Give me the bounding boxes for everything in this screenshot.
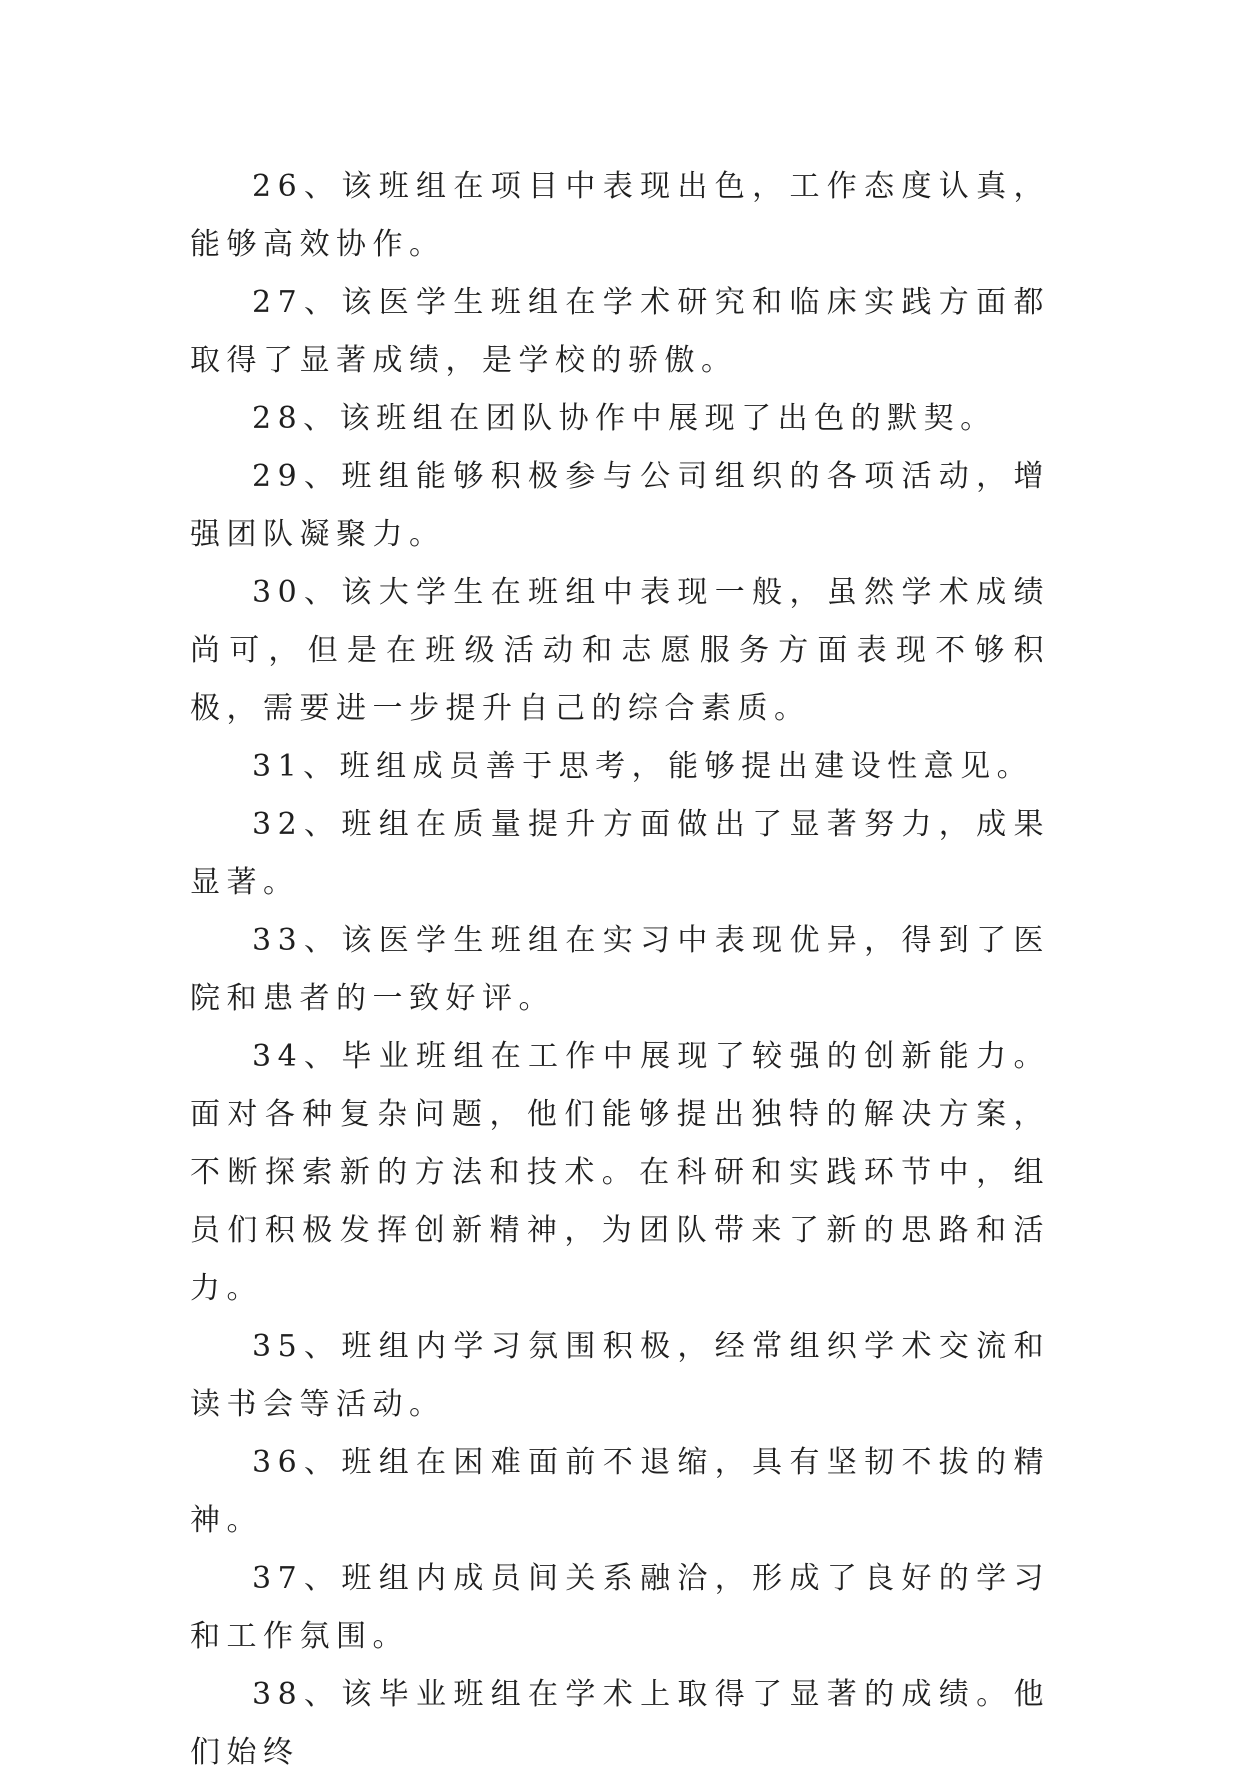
paragraph-29: 29、班组能够积极参与公司组织的各项活动，增强团队凝聚力。: [190, 459, 1050, 552]
paragraph-38: 38、该毕业班组在学术上取得了显著的成绩。他们始终: [190, 1677, 1050, 1770]
paragraph-26: 26、该班组在项目中表现出色，工作态度认真，能够高效协作。: [190, 169, 1050, 262]
paragraph-30: 30、该大学生在班组中表现一般，虽然学术成绩尚可，但是在班级活动和志愿服务方面表现不够积极，需要进一步提升自己的综合素质。: [190, 575, 1050, 726]
paragraph-31: 31、班组成员善于思考，能够提出建设性意见。: [252, 749, 1034, 784]
paragraph-35: 35、班组内学习氛围积极，经常组织学术交流和读书会等活动。: [190, 1329, 1050, 1422]
paragraph-37: 37、班组内成员间关系融洽，形成了良好的学习和工作氛围。: [190, 1561, 1050, 1654]
document-body: [190, 158, 1050, 1782]
paragraph-32: 32、班组在质量提升方面做出了显著努力，成果显著。: [190, 807, 1050, 900]
paragraph-34: 34、毕业班组在工作中展现了较强的创新能力。面对各种复杂问题，他们能够提出独特的解决方案，不断探索新的方法和技术。在科研和实践环节中，组员们积极发挥创新精神，为团队带来了新的思路和活力。: [190, 1039, 1050, 1306]
paragraph-33: 33、该医学生班组在实习中表现优异，得到了医院和患者的一致好评。: [190, 923, 1050, 1016]
paragraph-27: 27、该医学生班组在学术研究和临床实践方面都取得了显著成绩，是学校的骄傲。: [190, 285, 1050, 378]
paragraph-36: 36、班组在困难面前不退缩，具有坚韧不拔的精神。: [190, 1445, 1050, 1538]
paragraph-28: 28、该班组在团队协作中展现了出色的默契。: [252, 401, 997, 436]
